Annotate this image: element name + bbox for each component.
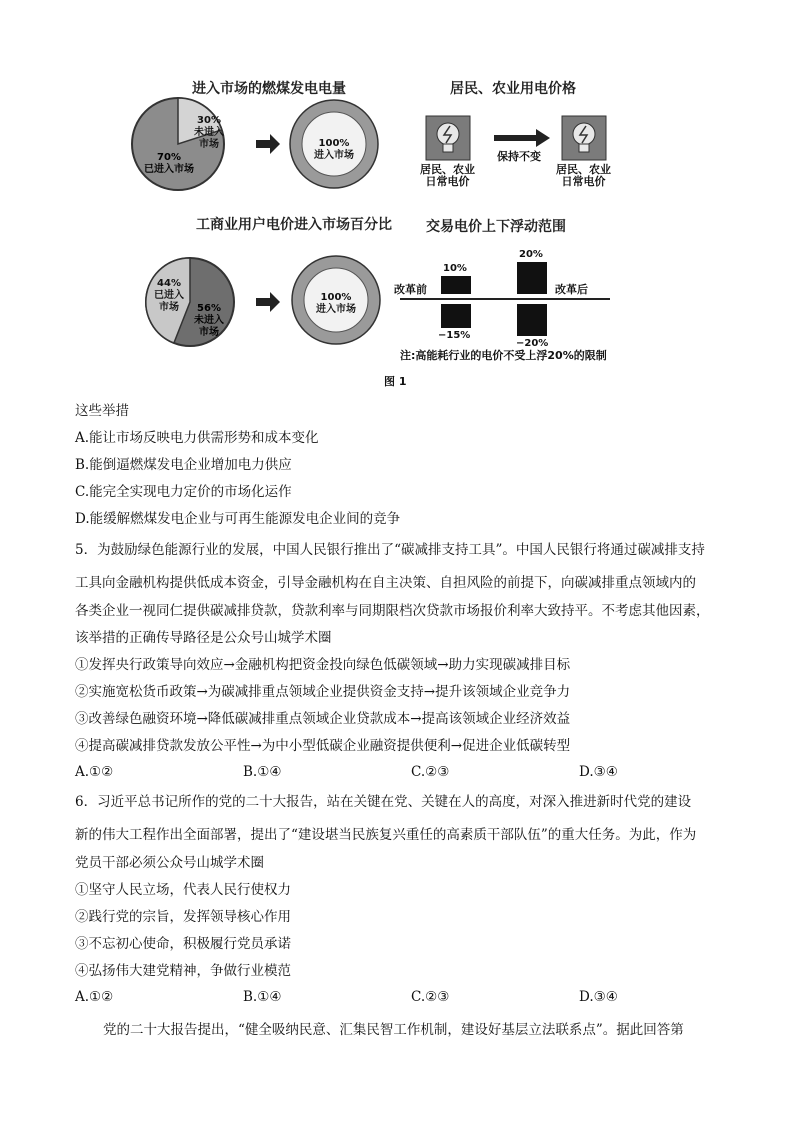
label-before: 改革前 [394,283,427,296]
label-up-before: 10% [443,263,467,274]
q5-choice-b: B.①④ [243,764,282,780]
q5-choice-c: C.②③ [411,764,450,780]
q5-line-1: 5．为鼓励绿色能源行业的发展，中国人民银行推出了“碳减排支持工具”。中国人民银行将通过碳减排支持 [75,542,705,558]
q5-choice-a: A.①② [75,764,114,780]
q4-option-a: A.能让市场反映电力供需形势和成本变化 [75,430,319,446]
q6-line-1: 6．习近平总书记所作的党的二十大报告，站在关键在党、关键在人的高度，对深入推进新时代党的建设 [75,794,692,810]
label-ind-not-entered: 56% 未进入 市场 [194,303,224,338]
q5-item-2: ②实施宽松货币政策→为碳减排重点领域企业提供资金支持→提升该领域企业竞争力 [75,684,571,700]
label-bulb-after: 居民、农业 日常电价 [556,163,611,188]
q5-line-3: 各类企业一视同仁提供碳减排贷款，贷款利率与同期限档次贷款市场报价利率大致持平。不考虑其他因素， [75,603,710,619]
q6-item-1: ①坚守人民立场，代表人民行使权力 [75,882,291,898]
label-bulb-before: 居民、农业 日常电价 [420,163,475,188]
label-after: 改革后 [555,283,588,296]
bar-down-after [517,304,547,336]
label-up-after: 20% [519,249,543,260]
q6-choice-d: D.③④ [579,989,618,1005]
label-coal-not-entered: 30% 未进入 市场 [194,115,224,150]
figure-note: 注:高能耗行业的电价不受上浮20%的限制 [400,349,607,362]
title-industry: 工商业用户电价进入市场百分比 [196,217,392,233]
q5-item-1: ①发挥央行政策导向效应→金融机构把资金投向绿色低碳领域→助力实现碳减排目标 [75,657,571,673]
q6-item-2: ②践行党的宗旨，发挥领导核心作用 [75,909,291,925]
label-down-after: −20% [516,338,549,349]
q6-choice-b: B.①④ [243,989,282,1005]
label-coal-entered: 70% 已进入市场 [144,152,194,175]
q5-line-4: 该举措的正确传导路径是公众号山城学术圈 [75,630,332,646]
label-keep-same: 保持不变 [497,150,541,163]
price-range-chart [400,262,610,336]
figure-caption: 图 1 [384,375,407,388]
q6-item-4: ④弘扬伟大建党精神，争做行业模范 [75,963,291,979]
q6-line-3: 党员干部必须公众号山城学术圈 [75,855,264,871]
label-coal-after: 100% 进入市场 [314,138,354,161]
bar-down-before [441,304,471,328]
q5-item-3: ③改善绿色融资环境→降低碳减排重点领域企业贷款成本→提高该领域企业经济效益 [75,711,571,727]
long-arrow-right-icon [494,129,550,147]
title-coal: 进入市场的燃煤发电电量 [192,81,346,97]
q6-item-3: ③不忘初心使命，积极履行党员承诺 [75,936,291,952]
q4-stem: 这些举措 [75,403,129,419]
bar-up-before [441,276,471,294]
title-price: 居民、农业用电价格 [450,81,576,97]
label-ind-entered: 44% 已进入 市场 [154,278,184,313]
arrow-right-icon [256,134,280,154]
q6-line-2: 新的伟大工程作出全面部署，提出了“建设堪当民族复兴重任的高素质干部队伍”的重大任务。为此，作为 [75,827,697,843]
arrow-right-icon [256,292,280,312]
q4-option-b: B.能倒逼燃煤发电企业增加电力供应 [75,457,292,473]
bulb-before-icon [426,116,470,160]
title-range: 交易电价上下浮动范围 [426,219,566,235]
q6-choice-a: A.①② [75,989,114,1005]
q5-line-2: 工具向金融机构提供低成本资金，引导金融机构在自主决策、自担风险的前提下，向碳减排重点领域内的 [75,575,696,591]
bar-up-after [517,262,547,294]
label-down-before: −15% [438,330,471,341]
q4-option-c: C.能完全实现电力定价的市场化运作 [75,484,292,500]
q6-choice-c: C.②③ [411,989,450,1005]
figure-1 [130,72,650,398]
next-intro: 党的二十大报告提出，“健全吸纳民意、汇集民智工作机制，建设好基层立法联系点”。据此回答第 [103,1022,684,1038]
q4-option-d: D.能缓解燃煤发电企业与可再生能源发电企业间的竞争 [75,511,401,527]
bulb-after-icon [562,116,606,160]
q5-choice-d: D.③④ [579,764,618,780]
q5-item-4: ④提高碳减排贷款发放公平性→为中小型低碳企业融资提供便利→促进企业低碳转型 [75,738,571,754]
label-ind-after: 100% 进入市场 [316,292,356,315]
